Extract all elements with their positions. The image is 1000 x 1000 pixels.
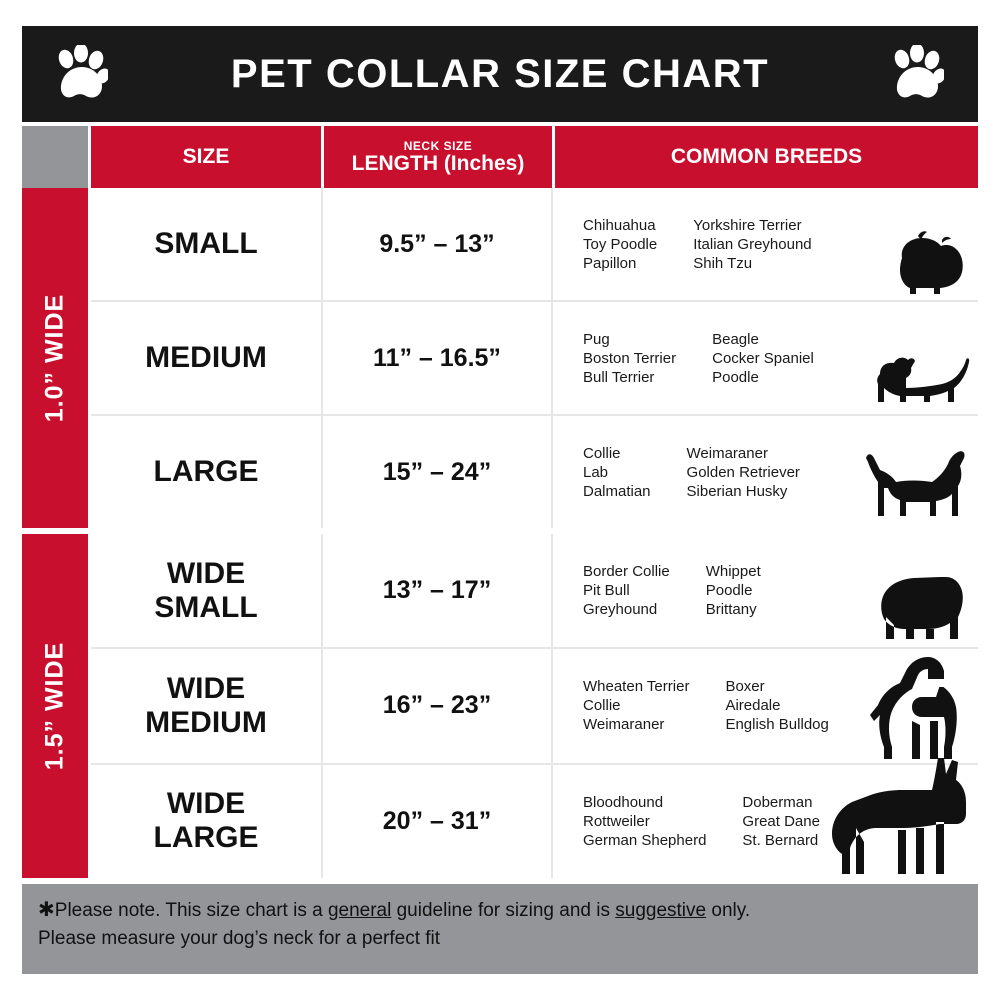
breed-item: Yorkshire Terrier: [693, 216, 802, 234]
breed-item: Greyhound: [583, 601, 658, 619]
breed-item: Lab: [583, 463, 609, 481]
breed-column-1: [583, 444, 651, 501]
table-row: [91, 416, 978, 528]
cell-size: WIDE LARGE: [91, 765, 323, 878]
group-label-text: 1.0” WIDE: [40, 293, 69, 423]
column-header-neck-size: NECK SIZE: [403, 138, 473, 153]
breed-item: Chihuahua: [583, 216, 656, 234]
cell-size: WIDE MEDIUM: [91, 649, 323, 762]
breed-item: Rottweiler: [583, 812, 650, 830]
breed-item: Dalmatian: [583, 482, 651, 500]
cell-length: 11” – 16.5”: [323, 302, 553, 414]
column-header-length-main: LENGTH (Inches): [351, 151, 525, 175]
cell-breeds: [553, 765, 978, 878]
breed-item: Border Collie: [583, 563, 670, 581]
breed-item: Collie: [583, 697, 621, 715]
breed-item: Airedale: [725, 697, 781, 715]
dog-silhouette-boxer-icon: [866, 655, 970, 763]
group-rows: [91, 534, 978, 878]
breed-item: Pit Bull: [583, 582, 630, 600]
breed-item: Bull Terrier: [583, 368, 655, 386]
cell-length: 15” – 24”: [323, 416, 553, 528]
column-header-size: SIZE: [91, 126, 324, 188]
cell-length: 9.5” – 13”: [323, 188, 553, 300]
breed-item: Papillon: [583, 254, 637, 272]
column-header-breeds: COMMON BREEDS: [555, 126, 978, 188]
paw-icon: [892, 45, 944, 103]
breed-column-2: [725, 677, 828, 734]
dog-silhouette-pomeranian-icon: [880, 224, 970, 300]
breed-column-2: [693, 216, 811, 273]
footer-underline-general: general: [327, 900, 392, 921]
footer-note: [22, 884, 978, 974]
dog-silhouette-dachshund-icon: [866, 344, 970, 414]
breed-item: Whippet: [705, 563, 761, 581]
group-label-text: 1.5” WIDE: [40, 641, 69, 771]
breed-item: St. Bernard: [742, 831, 819, 849]
chart-header: [22, 26, 978, 122]
table-row: [91, 534, 978, 649]
breed-item: Pug: [583, 330, 610, 348]
breed-item: Beagle: [712, 330, 759, 348]
breed-column-1: [583, 562, 670, 619]
footer-line-2: Please measure your dog’s neck for a perfect fit: [38, 928, 441, 949]
footer-text-1: Please note. This size chart is a: [54, 900, 328, 921]
cell-breeds: [553, 416, 978, 528]
breed-item: Boston Terrier: [583, 349, 677, 367]
table-header-row: [22, 126, 978, 188]
group-label-1-0-wide: [22, 188, 91, 528]
breed-item: Weimaraner: [686, 444, 768, 462]
cell-length: 13” – 17”: [323, 534, 553, 647]
group-1-0-wide: [22, 188, 978, 528]
breed-item: Toy Poodle: [583, 235, 658, 253]
breed-item: Collie: [583, 444, 621, 462]
breed-item: Golden Retriever: [686, 463, 800, 481]
breed-item: Shih Tzu: [693, 254, 753, 272]
breed-column-2: [687, 444, 800, 501]
table-body: [22, 188, 978, 878]
breed-item: Boxer: [725, 678, 765, 696]
footer-text-3: only.: [706, 900, 751, 921]
group-1-5-wide: [22, 534, 978, 878]
breed-item: German Shepherd: [583, 831, 707, 849]
breed-item: Brittany: [705, 601, 757, 619]
breed-column-2: [706, 562, 761, 619]
breed-item: English Bulldog: [725, 716, 829, 734]
breed-column-2: [712, 330, 814, 387]
cell-breeds: [553, 188, 978, 300]
footer-text-2: guideline for sizing and is: [391, 900, 616, 921]
breed-item: Great Dane: [742, 812, 820, 830]
breed-item: Doberman: [742, 793, 813, 811]
table-row: [91, 188, 978, 302]
breed-item: Poodle: [705, 582, 753, 600]
breed-column-2: [742, 793, 820, 850]
cell-breeds: [553, 649, 978, 762]
column-header-length: [324, 126, 555, 188]
cell-breeds: [553, 302, 978, 414]
cell-size: LARGE: [91, 416, 323, 528]
cell-size: MEDIUM: [91, 302, 323, 414]
footer-underline-suggestive: suggestive: [615, 900, 707, 921]
header-corner-cell: [22, 126, 91, 188]
cell-breeds: [553, 534, 978, 647]
cell-length: 16” – 23”: [323, 649, 553, 762]
breed-item: Wheaten Terrier: [583, 678, 690, 696]
page-title: PET COLLAR SIZE CHART: [230, 51, 770, 96]
breed-item: Weimaraner: [583, 716, 665, 734]
breed-item: Poodle: [712, 368, 759, 386]
breed-column-1: [583, 793, 706, 850]
table-row: [91, 765, 978, 878]
footer-line-1: [38, 896, 962, 925]
group-label-1-5-wide: [22, 534, 91, 878]
breed-item: Cocker Spaniel: [712, 349, 814, 367]
group-rows: [91, 188, 978, 528]
cell-size: SMALL: [91, 188, 323, 300]
breed-column-1: [583, 330, 676, 387]
dog-silhouette-bulldog-icon: [870, 565, 970, 647]
dog-silhouette-shepherd-icon: [858, 436, 970, 528]
cell-size: WIDE SMALL: [91, 534, 323, 647]
paw-icon: [56, 45, 108, 103]
table-row: [91, 649, 978, 764]
breed-item: Bloodhound: [583, 793, 664, 811]
dog-silhouette-doberman-icon: [820, 758, 970, 878]
cell-length: 20” – 31”: [323, 765, 553, 878]
breed-item: Siberian Husky: [686, 482, 788, 500]
breed-column-1: [583, 677, 689, 734]
asterisk-icon: ✱: [38, 899, 55, 921]
table-row: [91, 302, 978, 416]
breed-item: Italian Greyhound: [693, 235, 812, 253]
breed-column-1: [583, 216, 657, 273]
